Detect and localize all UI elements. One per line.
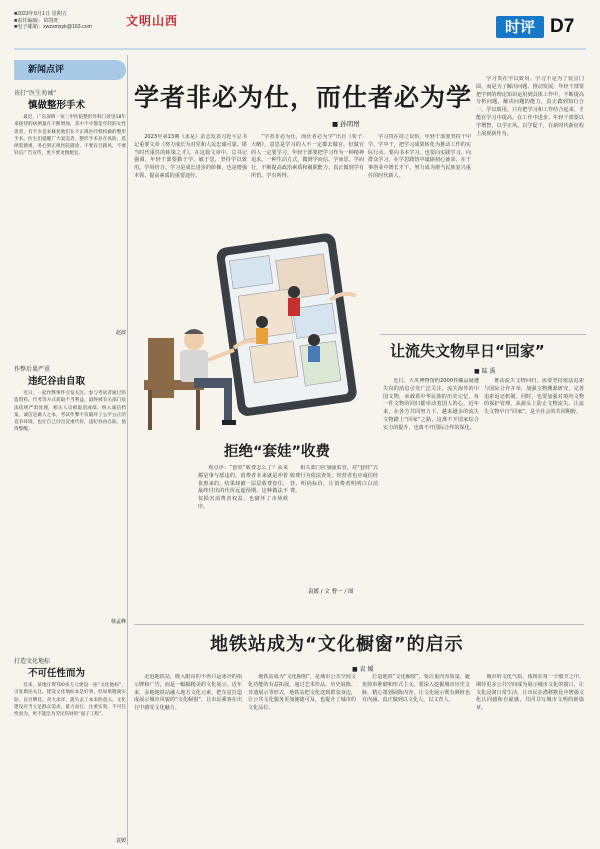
cartoon-title: 拒绝“套娃”收费 xyxy=(224,444,331,460)
header-email: ■电子邮箱：xwzxmsyk@163.com xyxy=(14,24,92,30)
header-date: ■2023年9月1日 星期五 xyxy=(14,11,68,17)
subway-article-column-4: 城市的文化气质，体现在每一个细节之中。期待更多公共空间成为展示城市文化的窗口，让文化浸润日常生活，让市民在潜移默化中增强文化认同感和自豪感，共同书写城市文明的新篇章。 xyxy=(476,674,584,712)
phone-icon xyxy=(215,232,357,417)
main-article-column-4: 学习贵在学以致用。学习不是为了装点门面，而是为了解决问题、推动发展。年轻干部要把学到的理论知识运用到具体工作中，不断提高分析问题、解决问题的能力，真正做到知行合一、学以致用。只有把学习和工作结合起来，才能在学习中提高，在工作中进步。年轻干部要以学增智、以学正风、以学促干，在新时代新征程上展现新作为。 xyxy=(476,76,584,137)
left-column xyxy=(14,60,127,844)
section-tag: 时评 xyxy=(496,16,544,38)
left-article-title: 不可任性而为 xyxy=(28,668,86,679)
subway-article-column-1: 走进地铁站，映入眼帘的不再只是冰冷的指示牌和广告，而是一幅幅精美的文化展示。近年来，多地地铁站融入地方文化元素，把车站打造成展示城市风貌的“文化橱窗”，让市民乘客在出行中感受文化魅力。 xyxy=(134,674,242,712)
left-article-body: 最近，广东深圳一家三甲医院整形外科门诊里18年来接待的病例量在不断增加，其中不少都是年轻的女性患者，有不少是来修复他们在不正规医疗机构做的整形手术。医生们提醒广大爱美者，整形手术存在风险，选择需慎重，务必到正规医院就诊，不要盲目跟风，不要轻信广告宣传，更不要贪图便宜。 xyxy=(14,115,126,157)
main-article-title: 学者非必为仕，而仕者必为学 xyxy=(134,83,473,112)
main-article-column-1: 2023年第13期《求是》杂志发表习近平总书记重要文章《努力成长为对党和人民忠诚可靠、堪当时代重任的栋梁之才》。在这篇文章中，总书记强调，年轻干部要勤于学、敏于思，坚持学以致用、学用结合。学习是成长进步的阶梯，也是增强本领、提高素质的重要途径。 xyxy=(134,134,247,179)
header-meta xyxy=(14,11,134,31)
main-article-author: ■ 孙明增 xyxy=(332,120,360,128)
main-article-column-2: “学者非必为仕，而仕者必为学”出自《荀子·大略》，意思是学习的人不一定都去做官，但做官的人一定要学习。年轻干部要把学习作为一种精神追求、一种生活方式，做到学而信、学而思、学而行，不断提高政治素质和履职能力，真正做到学有所悟、学有所得。 xyxy=(251,134,364,179)
cartoon-drawing xyxy=(134,230,364,436)
relic-article-title: 让流失文物早日“回家” xyxy=(390,342,545,360)
left-article-title: 慎做整形手术 xyxy=(28,100,86,111)
relic-article-column-1: 近日，大英博物馆约2000件藏品疑遭失窃的消息引发广泛关注。流失海外的中国文物，承载着中华民族的历史记忆，每一件文物的回归都牵动着国人的心。近年来，在各方共同努力下，越来越多的流失文物踏上“回家”之路，这离不开国家综合实力的提升，也离不开国际合作的深化。 xyxy=(383,378,479,431)
left-article-author: 袁媛 xyxy=(115,838,126,844)
subway-article-author: ■ 袁 媛 xyxy=(352,666,374,673)
relic-article-column-2: 推动流失文物回归，需要坚持依法追索与国际合作并举，加强文物溯源研究，完善追索返还机制。同时，也要加强对境内文物的保护管理，从源头上防止文物流失。让流失文物早日“回家”，是全社会的共同期盼。 xyxy=(484,378,584,416)
page-number: D7 xyxy=(550,16,575,37)
left-article-body: 近日，一起作弊事件引发关注。参与考试者通过伪造资料、代考等方式获取不当利益，最终被有关部门依法依规严肃处理，相关人员被取消成绩、纳入诚信档案。诚信是做人之本，考试作弊不仅破坏了公平公正的竞争环境，也让自己付出沉重代价，违纪谷由自取，值得警醒。 xyxy=(14,391,126,433)
main-article-column-3: 学习贵在持之以恒。年轻干部要坚持干中学、学中干，把学习成果转化为推动工作的实际行动。要向书本学习，也要向实践学习、向群众学习，在学思践悟中砥砺初心使命，在干事创业中增长才干，努力成为堪当民族复兴重任的时代新人。 xyxy=(368,134,471,179)
left-article-2 xyxy=(14,364,126,625)
header-editor: ■责任编辑：苗凯旺 xyxy=(14,17,59,24)
subway-article-title: 地铁站成为“文化橱窗”的启示 xyxy=(210,634,464,655)
left-article-1 xyxy=(14,88,126,336)
left-article-3 xyxy=(14,656,126,844)
cartoon-commentary-2: 相关部门应加强监管，对“套娃”式收费行为依法查处，经营者也应诚信经营、明码标价，让消费者明明白白消费。 xyxy=(290,465,378,495)
cartoon-illustration xyxy=(134,230,364,436)
left-article-author: 韩孟峰 xyxy=(110,619,126,625)
masthead xyxy=(14,8,586,50)
newspaper-logo: 文明山西 xyxy=(126,14,179,28)
left-article-kicker: 作弊后果严重 xyxy=(14,366,51,373)
subway-article-column-3: 打造地铁“文化橱窗”，要注重内容质量，避免简单堆砌和形式主义。要深入挖掘城市历史文脉，精心策划展陈内容，让文化展示既有颜值也有内涵，真正做到以文化人、以文育人。 xyxy=(362,674,470,704)
left-article-kicker: 打造文化地标 xyxy=(14,658,51,665)
left-article-kicker: 该打“医生劝诫” xyxy=(14,90,57,97)
column-divider xyxy=(127,55,128,845)
left-article-body: 近来，某地斥资700多万元建设一座“文化地标”，引发舆论关注。建设文化地标本是好事，但如果脱离实际、盲目攀比、贪大求洋，就失去了本来的意义。文化建设应当立足群众需求，量力而行，注重实效，不可任性而为，更不能沦为劳民伤财的“面子工程”。 xyxy=(14,683,126,718)
section-divider xyxy=(134,624,584,625)
relic-article-author: ■ 陆 禹 xyxy=(474,368,496,375)
left-article-author: 赵波 xyxy=(115,330,126,336)
left-article-title: 违纪谷由自取 xyxy=(28,376,86,387)
subway-article-column-2: 地铁站成为“文化橱窗”，是城市公共空间文化功能的有益拓展。通过艺术作品、历史展陈、非遗展示等形式，地铁站把文化送到群众身边，让公共文化服务更加便捷可及，也提升了城市的文化品位。 xyxy=(248,674,356,712)
left-column-banner: 新闻点评 xyxy=(14,60,126,80)
cartoon-commentary-1: 观点评：“套娃”收费怎么了？从来都是事与愿违的，消费者本来就是冲着优惠来的，结果却被一层层收费套住，最终付出的代价远超预期。这种做法不仅损害消费者权益，也破坏了市场秩序。 xyxy=(198,465,288,510)
section-divider xyxy=(380,334,586,335)
cartoon-credit: 袁媛 / 文 曹一 / 图 xyxy=(308,589,354,595)
